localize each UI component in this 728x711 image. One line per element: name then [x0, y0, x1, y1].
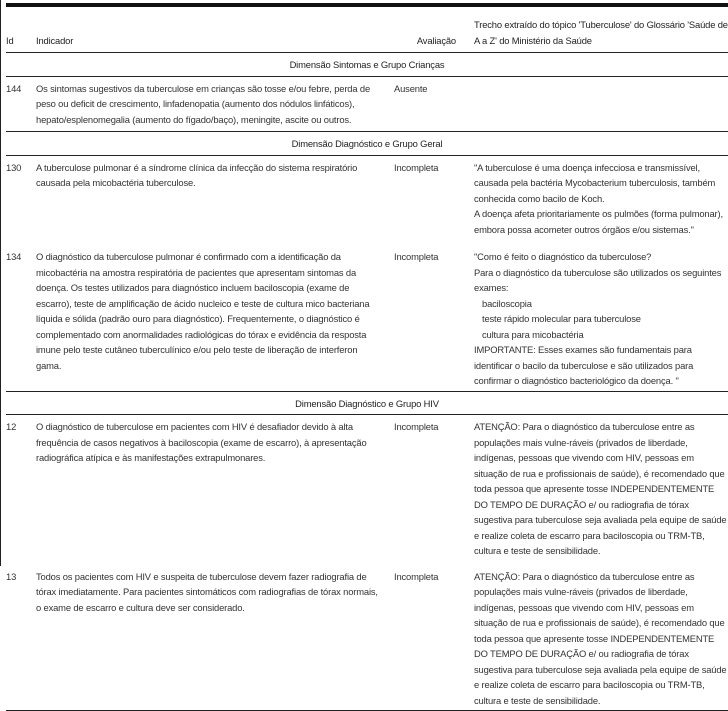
row-id: 13 — [6, 570, 17, 582]
row-id: 130 — [6, 161, 22, 173]
trecho-list-item: baciloscopia — [482, 297, 532, 309]
left-border-line — [0, 0, 1, 566]
row-avaliacao: Incompleta — [394, 570, 439, 582]
table-row — [6, 76, 728, 132]
row-id: 144 — [6, 82, 22, 94]
table-row — [6, 565, 728, 711]
trecho-line: Para o diagnóstico da tuberculose são utilizados os seguintes exames: — [474, 266, 722, 293]
row-indicador: O diagnóstico de tuberculose em pacientes com HIV é desafiador devido à alta frequência de casos negativos à baciloscopia (exame de escarro), à apresentação radiográfica atípica e às manifestações extrapulmonares. — [36, 421, 367, 463]
row-trecho — [474, 245, 728, 391]
row-indicador: O diagnóstico da tuberculose pulmonar é confirmado com a identificação da micobactéria na amostra respiratória de pacientes que apresentam sintomas da doença. Os testes utilizados para diagnóstico incluem baciloscopia (exame de escarro), teste de amplificação de ácido nucleico e teste de cultura mico bacteriana líquida e sólida (padrão ouro para diagnóstico). Frequentemente, o diagnóstico é complementado com anormalidades radiológicas do tórax e evidência da resposta imune pelo teste cutâneo tuberculínico e/ou pelo teste de liberação de interferon gama. — [36, 251, 370, 371]
row-avaliacao: Incompleta — [394, 251, 439, 262]
trecho-list-item: cultura para micobactéria — [482, 328, 584, 340]
row-trecho — [474, 76, 728, 132]
row-indicador: A tuberculose pulmonar é a síndrome clínica da infecção do sistema respiratório causada pela micobactéria tuberculose. — [36, 161, 358, 188]
row-avaliacao: Ausente — [394, 82, 428, 94]
row-indicador: Os sintomas sugestivos da tuberculose em crianças são tosse e/ou febre, perda de peso ou deficit de crescimento, linfadenopatia (aumento dos nódulos linfáticos), hepato/esplenomegalia (aumento do fígado/baço), meningite, ascite ou outros. — [36, 82, 371, 125]
table-row — [6, 245, 728, 391]
section-title: Dimensão Sintomas e Grupo Crianças — [6, 53, 728, 77]
header-id: Id — [6, 34, 14, 46]
row-id: 12 — [6, 421, 17, 432]
table-row — [6, 415, 728, 565]
section-title: Dimensão Diagnóstico e Grupo HIV — [6, 391, 728, 415]
row-trecho — [474, 155, 728, 245]
section-title: Dimensão Diagnóstico e Grupo Geral — [6, 132, 728, 156]
trecho-line: IMPORTANTE: Esses exames são fundamentais para identificar o bacilo da tuberculose e são utilizados para confirmar o diagnóstico bacteriológico da doença. " — [474, 344, 694, 386]
indicators-table — [6, 7, 728, 711]
trecho-line: "Como é feito o diagnóstico da tuberculose? — [474, 251, 652, 262]
section-row-sintomas-criancas — [6, 53, 728, 77]
section-row-diagnostico-hiv — [6, 391, 728, 415]
header-avaliacao: Avaliação — [416, 34, 456, 46]
row-trecho: ATENÇÃO: Para o diagnóstico da tuberculose entre as populações mais vulne-ráveis (privados de liberdade, indígenas, pessoas que vivendo com HIV, pessoas em situação de rua e profissionais de saúde), é recomendado que toda pessoa que apresente tosse INDEPENDENTEMENTE DO TEMPO DE DURAÇÃO e/ ou radiografia de tórax sugestiva para tuberculose seja avaliada pela equipe de saúde e realize coleta de escarro para baciloscopia ou TRM-TB, cultura e teste de sensibilidade. — [474, 570, 727, 706]
trecho-line: A doença afeta prioritariamente os pulmões (forma pulmonar), embora possa acometer outros órgãos e/ou sistemas." — [474, 208, 723, 235]
row-avaliacao: Incompleta — [394, 421, 439, 432]
trecho-line: "A tuberculose é uma doença infecciosa e transmissível, causada pela bactéria Mycobacterium tuberculosis, também conhecida como bacilo de Koch. — [474, 161, 716, 204]
table-row — [6, 155, 728, 245]
header-indicador: Indicador — [36, 34, 74, 46]
section-row-diagnostico-geral — [6, 132, 728, 156]
row-id: 134 — [6, 251, 22, 262]
row-indicador: Todos os pacientes com HIV e suspeita de tuberculose devem fazer radiografia de tórax imediatamente. Para pacientes sintomáticos com radiografias de tórax normais, o exame de escarro e cultura deve ser considerado. — [36, 570, 378, 613]
header-trecho: Trecho extraído do tópico 'Tuberculose' do Glossário 'Saúde de A a Z' do Ministério da Saúde — [474, 19, 728, 46]
row-avaliacao: Incompleta — [394, 161, 439, 173]
trecho-list-item: teste rápido molecular para tuberculose — [482, 313, 641, 324]
row-trecho: ATENÇÃO: Para o diagnóstico da tuberculose entre as populações mais vulne-ráveis (privados de liberdade, indígenas, pessoas que vivendo com HIV, pessoas em situação de rua e profissionais de saúde), é recomendado que toda pessoa que apresente tosse INDEPENDENTEMENTE DO TEMPO DE DURAÇÃO e/ ou radiografia de tórax sugestiva para tuberculose seja avaliada pela equipe de saúde e realize coleta de escarro para baciloscopia ou TRM-TB, cultura e teste de sensibilidade. — [474, 421, 727, 556]
table-header-row — [6, 7, 728, 53]
